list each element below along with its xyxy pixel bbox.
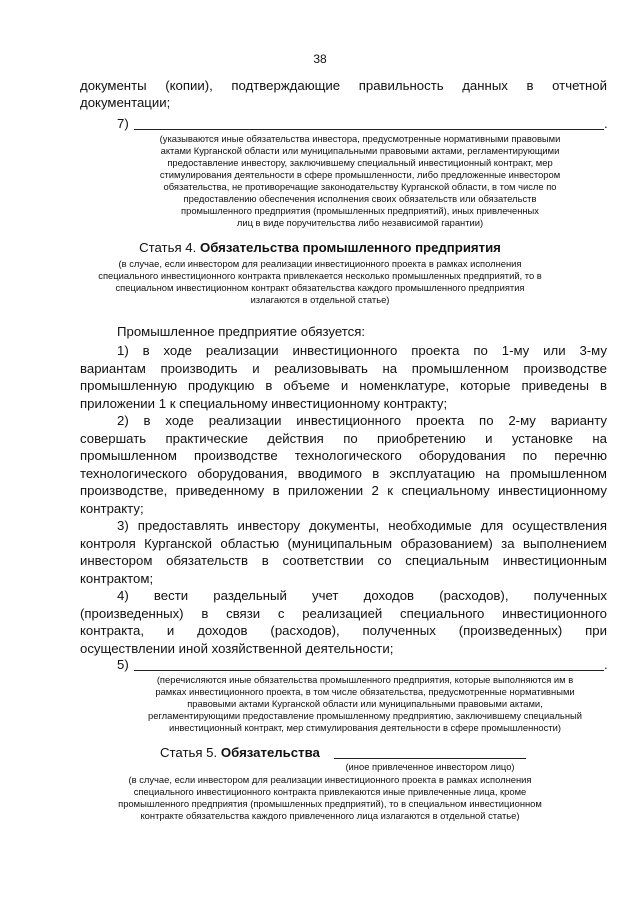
- a4-item-2-line-1: 2) в ходе реализации инвестиционного проекта по 2-му варианту: [117, 413, 607, 428]
- article-5-note-3: промышленного предприятия (промышленных предприятий), то в специальном инвестиционном: [118, 798, 542, 809]
- a4-item-4-line-2: (произведенных) в связи с реализацией специального инвестиционного: [80, 606, 607, 621]
- a4-item-3-line-2: контроля Курганской областью (муниципальным образованием) за выполнением: [80, 536, 607, 551]
- page-number: 38: [313, 52, 327, 66]
- a4-item-5-blank-line: [134, 670, 604, 671]
- article-4-heading: [0, 240, 640, 255]
- article-4-note-2: специального инвестиционного контракта привлекается несколько промышленных предприятий, то в: [98, 270, 542, 281]
- article-4-note-4: излагаются в отдельной статье): [250, 294, 390, 305]
- item-7-note-1: (указываются иные обязательства инвестора, предусмотренные нормативными правовыми: [159, 133, 561, 144]
- item-7-tail: .: [604, 116, 608, 131]
- intro-line-2: документации;: [80, 95, 171, 110]
- item-7-note-7: промышленного предприятия (промышленных предприятий), иных привлеченных: [181, 205, 539, 216]
- a4-item-2-line-2: совершать практические действия по приобретению и установке на: [80, 431, 607, 446]
- a4-item-1-line-2: вариантам производить и реализовывать на промышленном производстве: [80, 361, 607, 376]
- item-7-blank-line: [134, 129, 604, 130]
- a4-item-3-line-3: инвестором обязательств в соответствии со специальным инвестиционным: [80, 553, 607, 568]
- item-7-note-3: предоставление инвестору, заключившему специальный инвестиционный контракт, мер: [167, 157, 553, 168]
- item-7-label: 7): [117, 116, 129, 131]
- article-5-note-2: специального инвестиционного контракта привлекаются иные привлеченные лица, кроме: [133, 786, 527, 797]
- a4-item-4-line-3: контракта, и доходов (расходов), полученных (произведенных) при: [80, 623, 607, 638]
- article-4-intro: Промышленное предприятие обязуется:: [117, 324, 366, 339]
- item-7-note-8: лиц в виде поручительства либо независимой гарантии): [236, 217, 484, 228]
- a4-item-3-line-1: 3) предоставлять инвестору документы, необходимые для осуществления: [117, 518, 607, 533]
- item-7-note-2: актами Курганской области или муниципальными правовыми актами, регламентирующими: [160, 145, 560, 156]
- intro-line-1: документы (копии), подтверждающие правильность данных в отчетной: [80, 78, 607, 93]
- a4-item-2-line-6: контракту;: [80, 501, 144, 516]
- a4-item-2-line-4: технологического оборудования, вводимого в эксплуатацию на промышленном: [80, 466, 607, 481]
- article-4-prefix: Статья 4.: [139, 240, 197, 255]
- a4-item-5-note-4: регламентирующими предоставление промышленному предприятию, заключившему специальный: [148, 710, 582, 721]
- article-5-note-1: (в случае, если инвестором для реализации инвестиционного проекта в рамках исполнения: [128, 774, 532, 785]
- item-7-note-4: стимулирования деятельности в сфере промышленности, либо предложенные инвестором: [159, 169, 561, 180]
- a4-item-5-tail: .: [604, 657, 608, 672]
- a4-item-3-line-4: контрактом;: [80, 571, 154, 586]
- article-5-blank-caption: (иное привлеченное инвестором лицо): [345, 761, 515, 772]
- a4-item-4-line-1: 4) вести раздельный учет доходов (расходов), полученных: [117, 588, 607, 603]
- a4-item-5-label: 5): [117, 657, 129, 672]
- a4-item-5-note-3: правовыми актами Курганской области или муниципальными правовыми актами,: [187, 698, 543, 709]
- article-5-blank-line: [334, 758, 526, 759]
- article-5-note-4: контракте обязательства каждого привлеченного лица излагаются в отдельной статье): [140, 810, 520, 821]
- a4-item-5-note-2: рамках инвестиционного проекта, в том числе обязательства, предусмотренные нормативными: [155, 686, 575, 697]
- article-5-heading: [160, 744, 320, 761]
- a4-item-2-line-5: производстве, приведенному в приложении 2 к специальному инвестиционному: [80, 483, 607, 498]
- a4-item-2-line-3: промышленном производстве технологического оборудования по перечню: [80, 448, 607, 463]
- article-4-note-1: (в случае, если инвестором для реализации инвестиционного проекта в рамках исполнения: [118, 258, 522, 269]
- a4-item-5-note-1: (перечисляются иные обязательства промышленного предприятия, которые выполняются им в: [156, 674, 574, 685]
- a4-item-1-line-3: промышленную продукцию в объеме и номенклатуре, которые приведены в: [80, 378, 607, 393]
- article-4-note-3: специальном инвестиционном контракт обязательства каждого промышленного предприятия: [115, 282, 525, 293]
- a4-item-4-line-4: осуществлении иной хозяйственной деятельности;: [80, 641, 394, 656]
- item-7-note-6: предоставлению обеспечения исполнения своих обязательств или обязательств: [183, 193, 537, 204]
- item-7-note-5: обязательства, не противоречащие законодательству Курганской области, в том числе по: [163, 181, 557, 192]
- a4-item-1-line-1: 1) в ходе реализации инвестиционного проекта по 1-му или 3-му: [117, 343, 607, 358]
- article-4-title: Обязательства промышленного предприятия: [199, 240, 501, 255]
- article-5-prefix: Статья 5.: [160, 745, 218, 760]
- article-5-title: Обязательства: [220, 745, 320, 760]
- a4-item-5-note-5: инвестиционный контракт, мер стимулирования деятельности в сфере промышленности): [169, 722, 561, 733]
- a4-item-1-line-4: приложении 1 к специальному инвестиционному контракту;: [80, 396, 448, 411]
